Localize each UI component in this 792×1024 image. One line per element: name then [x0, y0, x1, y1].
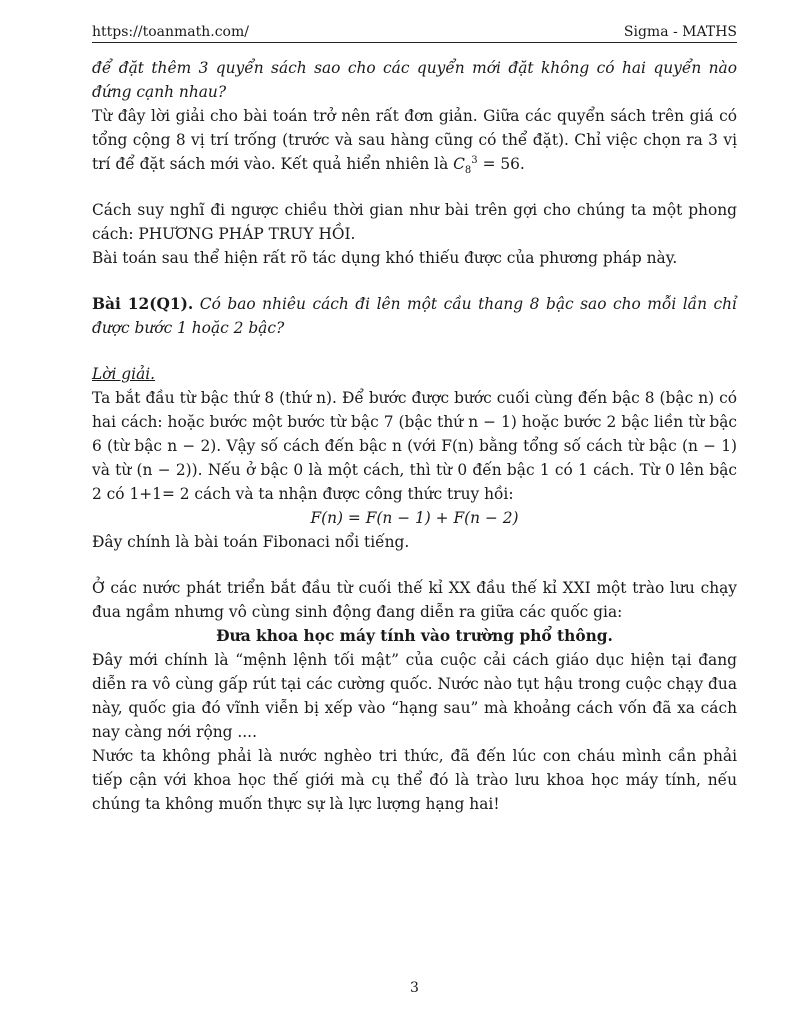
solution-text: Ta bắt đầu từ bậc thứ 8 (thứ n). Để bước được bước cuối cùng đến bậc 8 (bậc n) có hai cách: hoặc bước một bước từ bậc 7 (bậc thứ n − 1) hoặc bước 2 bậc liền từ bậc 6 (từ bậc n − 2). Vậy số cách đến bậc n (với F(n) bằng tổng số cách từ bậc (n − 1) và từ (n − 2)). Nếu ở bậc 0 là một cách, thì từ 0 đến bậc 1 có 1 cách. Từ 0 lên bậc 2 có 1+1= 2 cách và ta nhận được công thức truy hồi:: [92, 389, 737, 503]
page-number: 3: [410, 980, 419, 996]
math-c: C: [453, 155, 465, 173]
recurrence-formula: F(n) = F(n − 1) + F(n − 2): [310, 509, 519, 527]
math-subscript: 8: [464, 165, 472, 177]
solution-heading: [92, 362, 737, 386]
headline-statement: Đưa khoa học máy tính vào trường phổ thông.: [216, 627, 613, 645]
paragraph-intro-problem: Bài toán sau thể hiện rất rõ tác dụng khó thiếu được của phương pháp này.: [92, 249, 678, 267]
solution-label: Lời giải.: [92, 365, 156, 383]
paragraph-continuation: để đặt thêm 3 quyển sách sao cho các quyển mới đặt không có hai quyển nào đứng cạnh nhau?: [92, 59, 737, 101]
header-url[interactable]: https://toanmath.com/: [92, 24, 249, 40]
paragraph-text: Từ đây lời giải cho bài toán trở nên rất đơn giản. Giữa các quyển sách trên giá có tổng cộng 8 vị trí trống (trước và sau hàng cũng có thể đặt). Chỉ việc chọn ra 3 vị trí để đặt sách mới vào. Kết quả hiển nhiên là: [92, 107, 737, 173]
paragraph-reform: Đây mới chính là “mệnh lệnh tối mật” của cuộc cải cách giáo dục hiện tại đang diễn ra vô cùng gấp rút tại các cường quốc. Nước nào tụt hậu trong cuộc chạy đua này, quốc gia đó vĩnh viễn bị xếp vào “hạng sau” mà khoảng cách vốn đã xa cách nay càng nới rộng ....: [92, 651, 737, 741]
math-superscript: 3: [471, 154, 478, 166]
problem-text: Có bao nhiêu cách đi lên một cầu thang 8 bậc sao cho mỗi lần chỉ được bước 1 hoặc 2 bậc?: [92, 295, 737, 337]
paragraph-solution-summary: [92, 104, 737, 176]
page: [92, 0, 737, 1024]
math-result: = 56.: [477, 155, 525, 173]
paragraph-method: Cách suy nghĩ đi ngược chiều thời gian như bài trên gợi cho chúng ta một phong cách: PHƯƠNG PHÁP TRUY HỒI.: [92, 201, 737, 243]
page-header: [92, 24, 737, 43]
paragraph-fibonacci: Đây chính là bài toán Fibonaci nổi tiếng.: [92, 533, 410, 551]
header-title: Sigma - MATHS: [623, 24, 737, 40]
problem-label: Bài 12(Q1).: [92, 295, 194, 313]
paragraph-conclusion: Nước ta không phải là nước nghèo tri thức, đã đến lúc con cháu mình cần phải tiếp cận với khoa học thế giới mà cụ thể đó là trào lưu khoa học máy tính, nếu chúng ta không muốn thực sự là lực lượng hạng hai!: [92, 747, 737, 813]
paragraph-trend: Ở các nước phát triển bắt đầu từ cuối thế kỉ XX đầu thế kỉ XXI một trào lưu chạy đua ngầm nhưng vô cùng sinh động đang diễn ra giữa các quốc gia:: [92, 579, 737, 621]
document-body: [92, 56, 737, 816]
problem-statement: [92, 292, 737, 340]
